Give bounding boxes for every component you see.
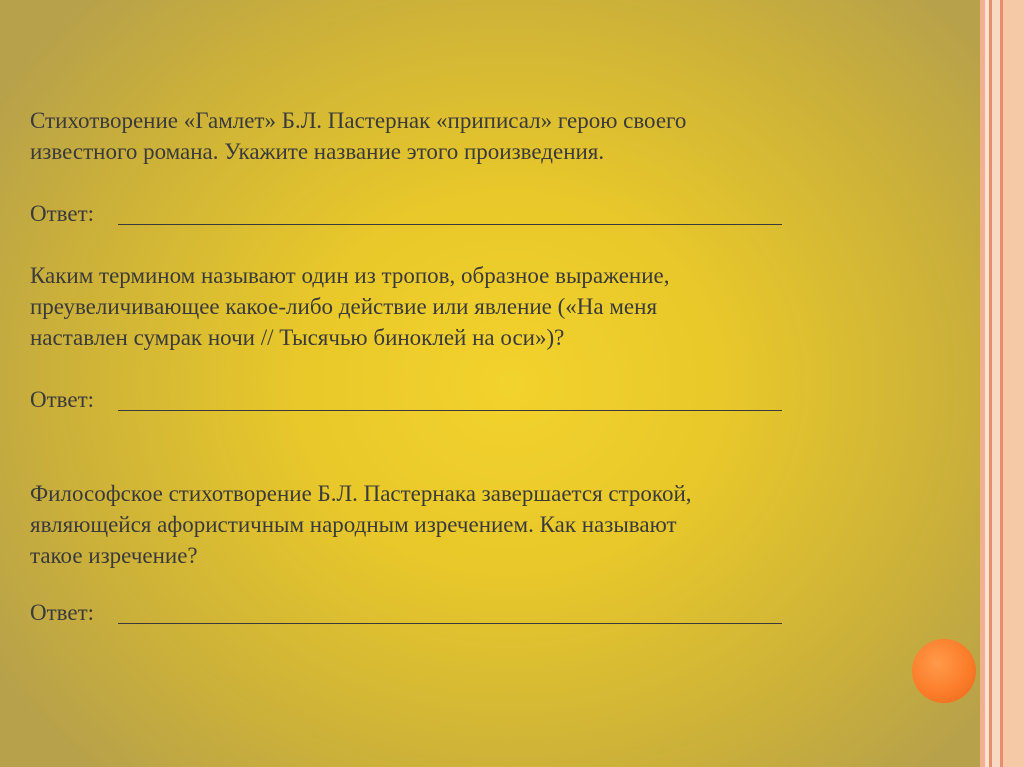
frame-border bbox=[1003, 0, 1024, 767]
answer-line-1 bbox=[118, 224, 782, 225]
orange-circle-decoration bbox=[912, 639, 976, 703]
question-2: Каким термином называют один из тропов, образное выражение, преувеличивающее какое-либо действие или явление («На меня наставлен сумрак ночи // Тысячью биноклей на оси»)? bbox=[30, 263, 670, 350]
answer-label-2: Ответ: bbox=[30, 387, 95, 412]
question-3: Философское стихотворение Б.Л. Пастернака завершается строкой, являющейся афористичным народным изречением. Как называют такое изречение? bbox=[30, 481, 692, 568]
answer-label-3: Ответ: bbox=[30, 600, 95, 625]
frame-stripe bbox=[992, 0, 1000, 767]
answer-label-1: Ответ: bbox=[30, 201, 95, 226]
answer-line-2 bbox=[118, 410, 782, 411]
question-1: Стихотворение «Гамлет» Б.Л. Пастернак «приписал» герою своего известного романа. Укажите название этого произведения. bbox=[30, 108, 687, 164]
answer-line-3 bbox=[118, 623, 782, 624]
